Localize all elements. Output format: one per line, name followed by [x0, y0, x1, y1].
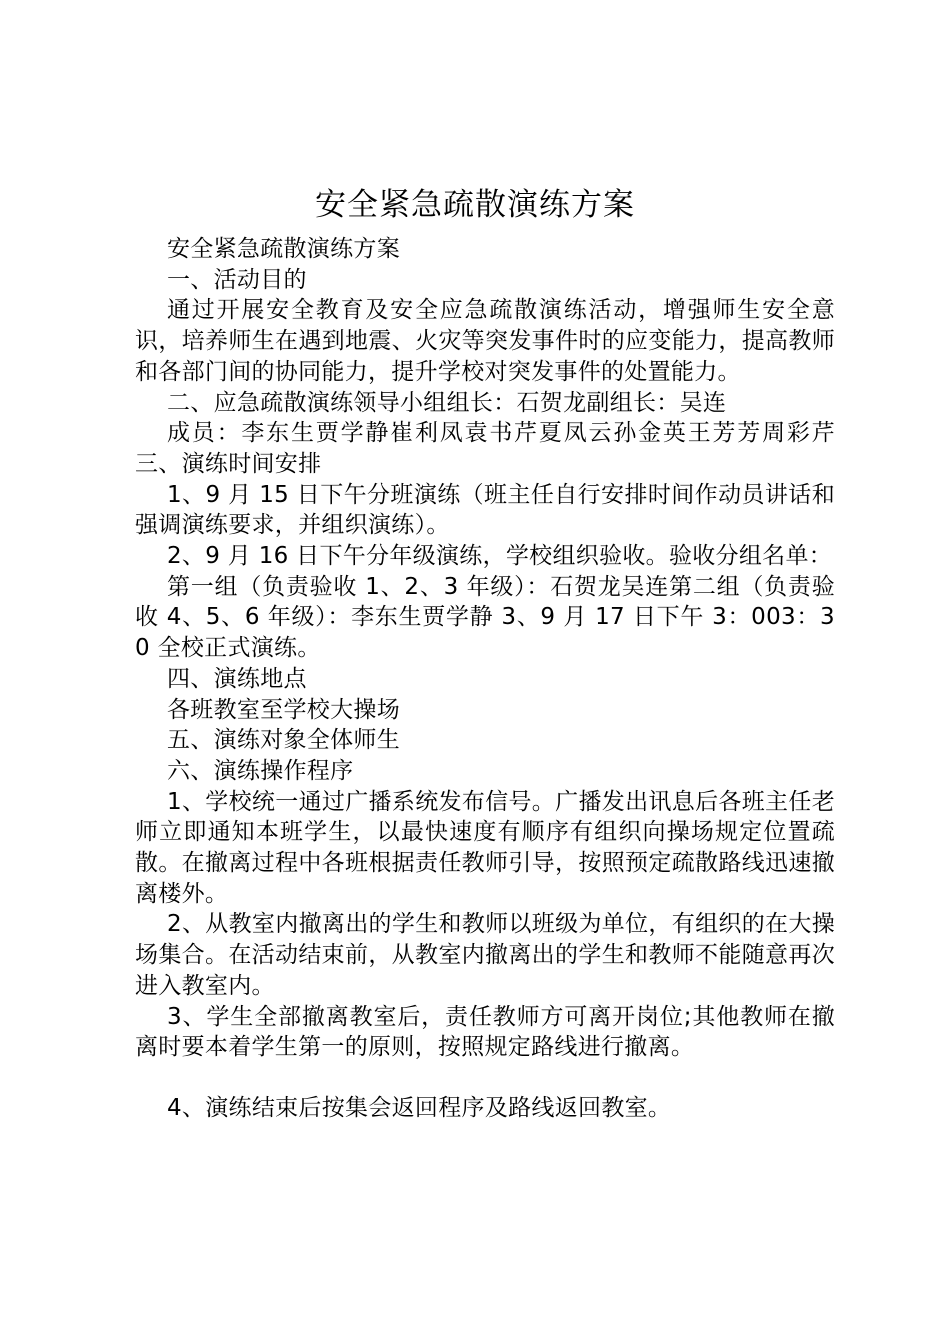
section-heading-procedure: 六、演练操作程序 — [167, 757, 354, 784]
paragraph-schedule-1: 1、9 月 15 日下午分班演练（班主任自行安排时间作动员讲话和强调演练要求，并组织演练）。 — [135, 481, 835, 539]
paragraph-procedure-3: 3、学生全部撤离教室后，责任教师方可离开岗位;其他教师在撤离时要本着学生第一的原则，按照规定路线进行撤离。 — [135, 1003, 835, 1061]
section-heading-location: 四、演练地点 — [167, 665, 307, 692]
paragraph-purpose: 通过开展安全教育及安全应急疏散演练活动，增强师生安全意识，培养师生在遇到地震、火灾等突发事件时的应变能力，提高教师和各部门间的协同能力，提升学校对突发事件的处置能力。 — [135, 297, 835, 385]
document-title: 安全紧急疏散演练方案 — [315, 187, 635, 223]
paragraph-members: 成员：李东生贾学静崔利凤袁书芹夏凤云孙金英王芳芳周彩芹三、演练时间安排 — [135, 420, 835, 477]
paragraph-subtitle: 安全紧急疏散演练方案 — [167, 236, 400, 262]
paragraph-procedure-1: 1、学校统一通过广播系统发布信号。广播发出讯息后各班主任老师立即通知本班学生，以最快速度有顺序有组织向操场规定位置疏散。在撤离过程中各班根据责任教师引导，按照预定疏散路线迅速撤离楼外。 — [135, 788, 835, 907]
paragraph-location: 各班教室至学校大操场 — [167, 696, 400, 723]
section-heading-leadership: 二、应急疏散演练领导小组组长：石贺龙副组长：吴连 — [167, 389, 727, 416]
paragraph-schedule-2: 2、9 月 16 日下午分年级演练，学校组织验收。验收分组名单： — [167, 543, 833, 570]
paragraph-procedure-4: 4、演练结束后按集会返回程序及路线返回教室。 — [167, 1094, 672, 1121]
section-heading-participants: 五、演练对象全体师生 — [167, 727, 400, 754]
section-heading-purpose: 一、活动目的 — [167, 266, 307, 293]
document-body — [135, 234, 835, 1124]
paragraph-groups: 第一组（负责验收 1、2、3 年级）：石贺龙吴连第二组（负责验收 4、5、6 年级）：李东生贾学静 3、9 月 17 日下午 3：003：30 全校正式演练。 — [135, 573, 835, 662]
paragraph-procedure-2: 2、从教室内撤离出的学生和教师以班级为单位，有组织的在大操场集合。在活动结束前，从教室内撤离出的学生和教师不能随意再次进入教室内。 — [135, 911, 835, 999]
